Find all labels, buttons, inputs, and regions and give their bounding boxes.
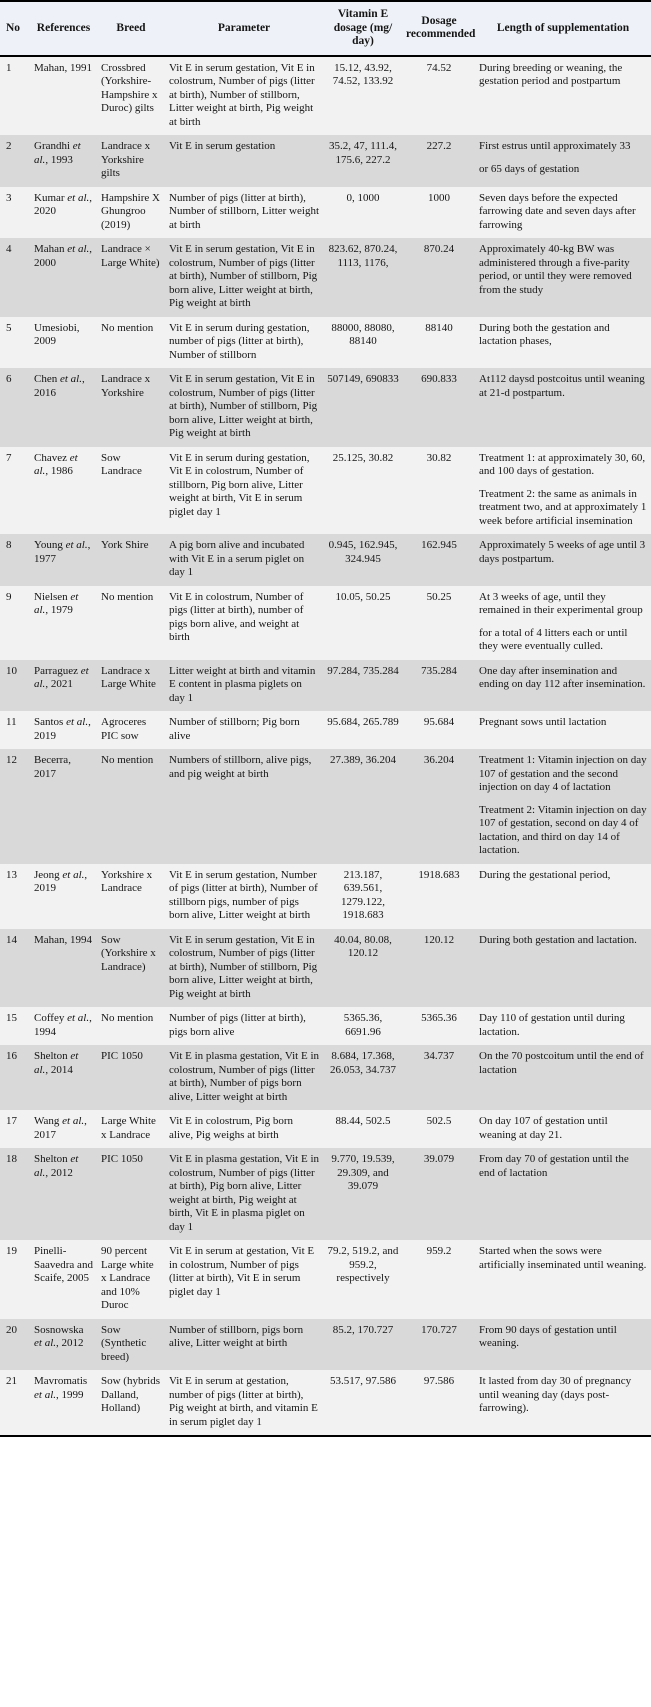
reference-cell [30, 1045, 97, 1110]
breed-cell: No mention [101, 754, 154, 766]
table-row [0, 1045, 651, 1110]
row-number-cell: 3 [6, 191, 12, 204]
reference-cell [30, 1148, 97, 1240]
reference-cell [30, 317, 97, 369]
reference-text: Becerra, 2017 [34, 754, 71, 780]
breed-cell: PIC 1050 [101, 1153, 143, 1165]
header-references: References [30, 1, 97, 56]
row-number-cell: 14 [6, 933, 17, 946]
dosage-cell: 8.684, 17.368, 26.053, 34.737 [330, 1050, 396, 1076]
reference-text: Shelton [34, 1153, 71, 1165]
recommended-cell: 502.5 [426, 1115, 452, 1127]
reference-text: Mahan, 1991 [34, 61, 93, 74]
row-number-cell: 18 [6, 1153, 17, 1165]
row-number-cell: 1 [6, 61, 12, 74]
reference-text: Jeong [34, 868, 63, 881]
recommended-cell: 95.684 [423, 716, 455, 728]
table-row [0, 1370, 651, 1436]
reference-text: Shelton [34, 1050, 71, 1062]
length-paragraph: From day 70 of gestation until the end of lactation [479, 1153, 629, 1179]
length-paragraph: During the gestational period, [479, 868, 611, 881]
reference-text: Wang [34, 1115, 63, 1127]
reference-text: Coffey [34, 1012, 68, 1024]
breed-cell: PIC 1050 [101, 1050, 143, 1062]
table-row [0, 56, 651, 136]
dosage-cell: 10.05, 50.25 [335, 590, 391, 603]
table-body [0, 56, 651, 1437]
reference-etal: et al. [34, 451, 78, 477]
row-number-cell: 7 [6, 451, 12, 464]
reference-cell [30, 1240, 97, 1319]
reference-etal: et al. [65, 539, 88, 551]
header-parameter: Parameter [165, 1, 323, 56]
header-recommended: Dosage recommended [403, 1, 475, 56]
reference-text: Chen [34, 373, 60, 385]
table-row [0, 1319, 651, 1371]
row-number-cell: 6 [6, 373, 12, 385]
dosage-cell: 85.2, 170.727 [332, 1323, 394, 1336]
table-row [0, 534, 651, 586]
table-row [0, 135, 651, 187]
reference-text: Parraguez [34, 664, 81, 677]
recommended-cell: 5365.36 [421, 1012, 457, 1024]
reference-etal: et al. [62, 868, 85, 881]
breed-cell: Landrace x Large White [101, 664, 156, 690]
row-number-cell: 21 [6, 1375, 17, 1387]
length-cell [475, 534, 651, 586]
recommended-cell: 50.25 [426, 590, 452, 603]
parameter-cell: Number of pigs (litter at birth), Number of stillborn, Litter weight at birth [169, 191, 319, 231]
breed-cell: No mention [101, 1012, 154, 1024]
table-row [0, 368, 651, 447]
length-paragraph: Started when the sows were artificially inseminated until weaning. [479, 1245, 647, 1271]
length-cell [475, 135, 651, 187]
reference-cell [30, 864, 97, 929]
length-cell [475, 1319, 651, 1371]
parameter-cell: Vit E in serum at gestation, Vit E in colostrum, Number of pigs (litter at birth), Vit E in serum piglet day 1 [169, 1245, 315, 1298]
length-cell [475, 1240, 651, 1319]
length-paragraph: During both the gestation and lactation phases, [479, 321, 610, 347]
recommended-cell: 870.24 [423, 243, 455, 255]
length-cell [475, 56, 651, 136]
length-cell [475, 929, 651, 1008]
table-row [0, 929, 651, 1008]
length-cell [475, 1370, 651, 1436]
recommended-cell: 227.2 [426, 140, 452, 152]
dosage-cell: 40.04, 80.08, 120.12 [334, 933, 392, 959]
table-row [0, 1007, 651, 1045]
table-row [0, 586, 651, 660]
dosage-cell: 95.684, 265.789 [327, 716, 399, 728]
breed-cell: Agroceres PIC sow [101, 716, 147, 742]
breed-cell: Sow (Yorkshire x Landrace) [101, 933, 156, 973]
recommended-cell: 959.2 [426, 1245, 452, 1257]
reference-text: Mavromatis [34, 1375, 88, 1387]
dosage-cell: 0, 1000 [346, 191, 380, 204]
table-row [0, 660, 651, 712]
length-paragraph: First estrus until approximately 33 [479, 140, 631, 152]
breed-cell: Sow (Synthetic breed) [101, 1323, 147, 1363]
recommended-cell: 39.079 [423, 1153, 455, 1165]
recommended-cell: 74.52 [426, 61, 452, 74]
reference-text: Young [34, 539, 66, 551]
reference-year: , 2014 [45, 1063, 73, 1076]
row-number-cell: 17 [6, 1115, 17, 1127]
parameter-cell: Litter weight at birth and vitamin E content in plasma piglets on day 1 [169, 664, 316, 704]
reference-text: Grandhi [34, 140, 73, 152]
parameter-cell: Vit E in serum gestation, Number of pigs (litter at birth), Number of stillborn pigs, number of pigs born alive, Litter weight at birth [169, 868, 318, 921]
reference-etal: et al. [34, 1153, 79, 1179]
parameter-cell: Vit E in serum during gestation, Vit E in colostrum, Number of stillborn, Pig born alive, Litter weight at birth, Vit E in serum piglet day 1 [169, 451, 310, 518]
header-length: Length of supplementation [475, 1, 651, 56]
reference-text: Sosnowska [34, 1323, 84, 1336]
reference-etal: et al. [67, 243, 90, 255]
table-row [0, 238, 651, 317]
length-cell [475, 1148, 651, 1240]
reference-cell [30, 534, 97, 586]
length-paragraph: On the 70 postcoitum until the end of lactation [479, 1050, 644, 1076]
recommended-cell: 97.586 [423, 1375, 455, 1387]
reference-year: , 1999 [56, 1388, 84, 1401]
reference-text: Pinelli-Saavedra and Scaife, 2005 [34, 1245, 93, 1284]
header-breed: Breed [97, 1, 165, 56]
dosage-cell: 823.62, 870.24, 1113, 1176, [328, 243, 398, 269]
dosage-cell: 79.2, 519.2, and 959.2, respectively [327, 1245, 399, 1284]
length-paragraph: for a total of 4 litters each or until they were eventually culled. [479, 626, 628, 652]
table-row [0, 749, 651, 864]
reference-text: Chavez [34, 451, 70, 464]
parameter-cell: Vit E in serum gestation, Vit E in colostrum, Number of pigs (litter at birth), Number of stillborn, Litter weight at birth, Pig weight at birth [169, 61, 315, 128]
header-row [0, 1, 651, 56]
dosage-cell: 88000, 88080, 88140 [331, 321, 395, 347]
reference-etal: et al. [34, 1050, 79, 1076]
reference-cell [30, 1319, 97, 1371]
reference-year: , 2016 [34, 373, 85, 399]
reference-cell [30, 660, 97, 712]
reference-cell [30, 1007, 97, 1045]
length-paragraph: At 3 weeks of age, until they remained in their experimental group [479, 590, 643, 616]
parameter-cell: Vit E in plasma gestation, Vit E in colostrum, Number of pigs (litter at birth), Number of pigs born alive, Litter weight at birth [169, 1050, 320, 1103]
reference-etal: et al. [34, 664, 89, 690]
reference-cell [30, 447, 97, 535]
table-header [0, 1, 651, 56]
dosage-cell: 15.12, 43.92, 74.52, 133.92 [332, 61, 394, 87]
parameter-cell: A pig born alive and incubated with Vit E in a serum piglet on day 1 [169, 539, 305, 578]
reference-year: , 2020 [34, 191, 93, 217]
reference-year: , 2019 [34, 716, 91, 742]
reference-text: Kumar [34, 191, 68, 204]
breed-cell: No mention [101, 590, 154, 603]
breed-cell: Hampshire X Ghungroo (2019) [101, 191, 160, 231]
reference-cell [30, 749, 97, 864]
parameter-cell: Vit E in plasma gestation, Vit E in colostrum, Number of pigs (litter at birth), Pig born alive, Litter weight at birth, Pig weight at birth, Vit E in plasma piglet on day 1 [169, 1153, 320, 1233]
header-no: No [0, 1, 30, 56]
length-paragraph: Treatment 1: Vitamin injection on day 107 of gestation and the second injection on day 4 of lactation [479, 754, 647, 793]
reference-etal: et al. [34, 1337, 56, 1349]
length-paragraph: Treatment 2: Vitamin injection on day 107 of gestation, second on day 4 of lactation, and third on day 14 of lactation. [479, 803, 647, 856]
reference-cell [30, 368, 97, 447]
reference-year: , 2019 [34, 868, 88, 894]
length-paragraph: Treatment 2: the same as animals in treatment two, and at approximately 1 week before artificial insemination [479, 487, 647, 527]
length-paragraph: From 90 days of gestation until weaning. [479, 1323, 617, 1349]
parameter-cell: Vit E in serum gestation [169, 140, 276, 152]
row-number-cell: 16 [6, 1050, 17, 1062]
length-cell [475, 749, 651, 864]
reference-year: , 1977 [34, 539, 91, 565]
reference-cell [30, 56, 97, 136]
dosage-cell: 27.389, 36.204 [330, 754, 396, 766]
length-cell [475, 238, 651, 317]
dosage-cell: 0.945, 162.945, 324.945 [328, 539, 398, 565]
reference-year: , 1993 [45, 153, 73, 166]
length-paragraph: During both gestation and lactation. [479, 933, 637, 946]
parameter-cell: Number of stillborn, pigs born alive, Litter weight at birth [169, 1323, 304, 1349]
reference-etal: et al. [67, 1012, 90, 1024]
row-number-cell: 8 [6, 539, 12, 551]
recommended-cell: 88140 [425, 321, 453, 334]
row-number-cell: 15 [6, 1012, 17, 1024]
dosage-cell: 507149, 690833 [327, 373, 399, 385]
length-cell [475, 368, 651, 447]
breed-cell: York Shire [101, 539, 149, 551]
row-number-cell: 2 [6, 140, 12, 152]
reference-cell [30, 929, 97, 1008]
length-paragraph: At112 daysd postcoitus until weaning at 21-d postpartum. [479, 373, 645, 399]
row-number-cell: 20 [6, 1323, 17, 1336]
table-row [0, 317, 651, 369]
reference-cell [30, 711, 97, 749]
reference-year: , 1986 [45, 465, 73, 477]
row-number-cell: 5 [6, 321, 12, 334]
row-number-cell: 9 [6, 590, 12, 603]
reference-year: , 2012 [56, 1337, 84, 1349]
row-number-cell: 11 [6, 716, 17, 728]
reference-cell [30, 586, 97, 660]
recommended-cell: 120.12 [423, 933, 455, 946]
row-number-cell: 10 [6, 664, 17, 677]
recommended-cell: 1918.683 [418, 868, 460, 881]
header-dosage: Vitamin E dosage (mg/ day) [323, 1, 403, 56]
recommended-cell: 690.833 [421, 373, 457, 385]
recommended-cell: 30.82 [426, 451, 452, 464]
length-cell [475, 187, 651, 239]
table-row [0, 447, 651, 535]
table-row [0, 1148, 651, 1240]
reference-text: Umesiobi, 2009 [34, 321, 80, 347]
dosage-cell: 5365.36, 6691.96 [343, 1012, 383, 1038]
dosage-cell: 97.284, 735.284 [327, 664, 399, 677]
reference-etal: et al. [59, 373, 82, 385]
breed-cell: Landrace × Large White) [101, 243, 160, 269]
reference-cell [30, 1370, 97, 1436]
length-paragraph: One day after insemination and ending on day 112 after insemination. [479, 664, 646, 690]
length-cell [475, 317, 651, 369]
dosage-cell: 35.2, 47, 111.4, 175.6, 227.2 [329, 140, 397, 166]
length-paragraph: Treatment 1: at approximately 30, 60, and 100 days of gestation. [479, 451, 646, 477]
length-paragraph: Approximately 40-kg BW was administered through a five-parity period, or until they were removed from the study [479, 243, 632, 296]
reference-cell [30, 135, 97, 187]
dosage-cell: 88.44, 502.5 [335, 1115, 391, 1127]
length-cell [475, 1007, 651, 1045]
length-paragraph: Pregnant sows until lactation [479, 716, 607, 728]
recommended-cell: 735.284 [421, 664, 457, 677]
parameter-cell: Vit E in serum at gestation, number of pigs (litter at birth), Pig weight at birth, and vitamin E in serum piglet day 1 [169, 1375, 318, 1428]
reference-text: Nielsen [34, 590, 71, 603]
breed-cell: 90 percent Large white x Landrace and 10% Duroc [101, 1245, 154, 1311]
length-paragraph: Approximately 5 weeks of age until 3 days postpartum. [479, 539, 646, 565]
reference-cell [30, 187, 97, 239]
breed-cell: Large White x Landrace [101, 1115, 156, 1141]
reference-year: , 1979 [45, 604, 73, 616]
reference-text: Santos [34, 716, 67, 728]
reference-year: , 2021 [45, 678, 73, 690]
reference-etal: et al. [66, 716, 89, 728]
table-row [0, 1240, 651, 1319]
breed-cell: Yorkshire x Landrace [101, 868, 153, 894]
reference-text: Mahan [34, 243, 68, 255]
reference-cell [30, 238, 97, 317]
reference-etal: et al. [34, 140, 81, 166]
parameter-cell: Vit E in serum gestation, Vit E in colostrum, Number of pigs (litter at birth), Number of stillborn, Pig born alive, Litter weight at birth, Pig weight at birth [169, 933, 318, 1000]
length-cell [475, 711, 651, 749]
row-number-cell: 4 [6, 243, 12, 255]
length-paragraph: Seven days before the expected farrowing date and seven days after farrowing [479, 191, 636, 231]
row-number-cell: 12 [6, 754, 17, 766]
table-row [0, 711, 651, 749]
dosage-cell: 25.125, 30.82 [332, 451, 394, 464]
length-paragraph: or 65 days of gestation [479, 162, 580, 175]
parameter-cell: Vit E in serum gestation, Vit E in colostrum, Number of pigs (litter at birth), Number of stillborn, Pig born alive, Litter weight at birth, Pig weight at birth [169, 373, 318, 439]
breed-cell: Crossbred (Yorkshire-Hampshire x Duroc) gilts [101, 61, 158, 114]
reference-year: , 2000 [34, 243, 93, 269]
recommended-cell: 1000 [428, 191, 450, 204]
dosage-cell: 213.187, 639.561, 1279.122, 1918.683 [341, 868, 385, 921]
length-cell [475, 1045, 651, 1110]
dosage-cell: 53.517, 97.586 [330, 1375, 396, 1387]
reference-etal: et al. [62, 1115, 85, 1127]
breed-cell: Sow (hybrids Dalland, Holland) [101, 1375, 160, 1414]
dosage-cell: 9.770, 19.539, 29.309, and 39.079 [331, 1153, 395, 1192]
table-row [0, 1110, 651, 1148]
parameter-cell: Vit E in colostrum, Pig born alive, Pig weighs at birth [169, 1115, 294, 1141]
reference-text: Mahan, 1994 [34, 933, 93, 946]
table-row [0, 864, 651, 929]
recommended-cell: 36.204 [423, 754, 455, 766]
reference-year: , 1994 [34, 1012, 92, 1038]
parameter-cell: Vit E in colostrum, Number of pigs (litter at birth), number of pigs born alive, and weight at birth [169, 590, 304, 643]
length-cell [475, 660, 651, 712]
reference-etal: et al. [34, 1388, 56, 1401]
recommended-cell: 170.727 [421, 1323, 457, 1336]
parameter-cell: Number of stillborn; Pig born alive [169, 716, 300, 742]
length-cell [475, 586, 651, 660]
row-number-cell: 13 [6, 868, 17, 881]
breed-cell: Landrace x Yorkshire gilts [101, 140, 151, 179]
reference-etal: et al. [34, 590, 79, 616]
parameter-cell: Number of pigs (litter at birth), pigs born alive [169, 1012, 306, 1038]
row-number-cell: 19 [6, 1245, 17, 1257]
parameter-cell: Vit E in serum gestation, Vit E in colostrum, Number of pigs (litter at birth), Number of stillborn, Pig born alive, Litter weight at birth, Pig weight at birth [169, 243, 318, 309]
reference-etal: et al. [67, 191, 90, 204]
recommended-cell: 34.737 [423, 1050, 455, 1062]
length-cell [475, 864, 651, 929]
length-cell [475, 1110, 651, 1148]
length-paragraph: It lasted from day 30 of pregnancy until weaning day (days post-farrowing). [479, 1375, 632, 1414]
breed-cell: Sow Landrace [101, 451, 142, 477]
parameter-cell: Vit E in serum during gestation, number of pigs (litter at birth), Number of stillborn [169, 321, 310, 361]
parameter-cell: Numbers of stillborn, alive pigs, and pig weight at birth [169, 754, 312, 780]
length-paragraph: Day 110 of gestation until during lactation. [479, 1012, 625, 1038]
recommended-cell: 162.945 [421, 539, 457, 551]
reference-year: , 2017 [34, 1115, 87, 1141]
breed-cell: Landrace x Yorkshire [101, 373, 151, 399]
reference-year: , 2012 [45, 1166, 73, 1179]
table-row [0, 187, 651, 239]
length-paragraph: On day 107 of gestation until weaning at day 21. [479, 1115, 608, 1141]
length-cell [475, 447, 651, 535]
reference-cell [30, 1110, 97, 1148]
breed-cell: No mention [101, 321, 154, 334]
length-paragraph: During breeding or weaning, the gestation period and postpartum [479, 61, 623, 87]
